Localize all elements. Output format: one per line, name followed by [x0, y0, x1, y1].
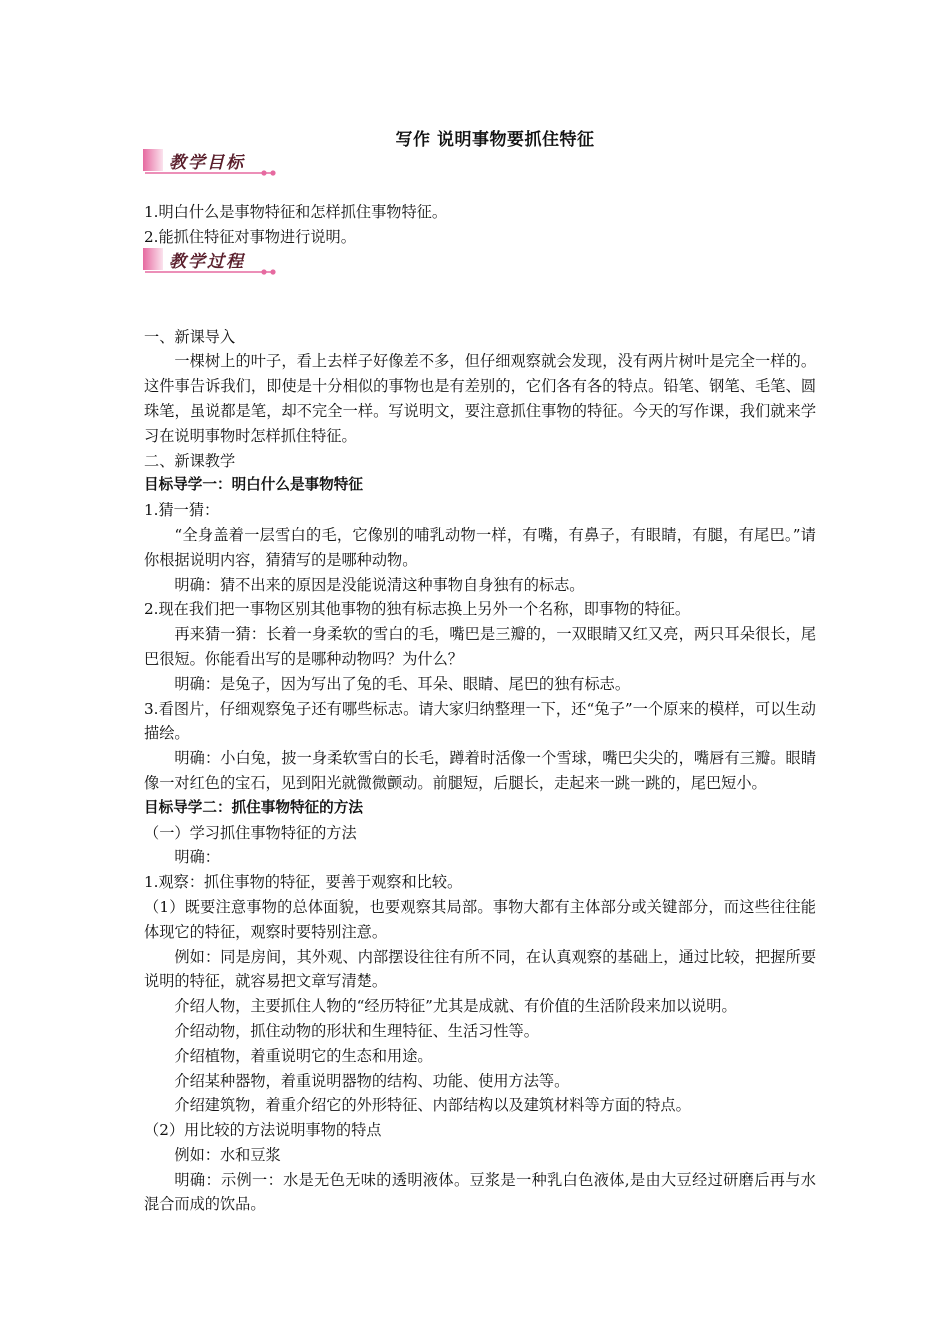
paragraph: “全身盖着一层雪白的毛，它像别的哺乳动物一样，有嘴，有鼻子，有眼睛，有腿，有尾巴。”请你根据说明内容，猜猜写的是哪种动物。: [144, 525, 816, 569]
page-title: 写作 说明事物要抓住特征: [395, 130, 595, 150]
paragraph: 明确：小白兔，披一身柔软雪白的长毛，蹲着时活像一个雪球，嘴巴尖尖的，嘴唇有三瓣。眼睛像一对红色的宝石，见到阳光就微微颤动。前腿短，后腿长，走起来一跳一跳的，尾巴短小。: [144, 749, 816, 792]
paragraph: （一）学习抓住事物特征的方法: [144, 823, 357, 842]
paragraph: （2）用比较的方法说明事物的特点: [144, 1121, 382, 1140]
goal-heading: 目标导学二：抓住事物特征的方法: [144, 798, 363, 816]
paragraph: 介绍动物，抓住动物的形状和生理特征、生活习性等。: [174, 1021, 539, 1040]
goal-item: 1.明白什么是事物特征和怎样抓住事物特征。: [144, 203, 448, 221]
paragraph: 1.观察：抓住事物的特征，要善于观察和比较。: [144, 873, 463, 892]
section-heading: 一、新课导入: [144, 327, 236, 346]
paragraph: 1.猜一猜：: [144, 501, 220, 520]
paragraph: 一棵树上的叶子，看上去样子好像差不多，但仔细观察就会发现，没有两片树叶是完全一样的。这件事告诉我们，即使是十分相似的事物也是有差别的，它们各有各的特点。铅笔、钢笔、毛笔、圆珠笔，虽说都是笔，却不完全一样。写说明文，要注意抓住事物的特征。今天的写作课，我们就来学习在说明事物时怎样抓住特征。: [144, 352, 816, 445]
paragraph: 介绍某种器物，着重说明器物的结构、功能、使用方法等。: [174, 1071, 570, 1090]
paragraph: （1）既要注意事物的总体面貌，也要观察其局部。事物大都有主体部分或关键部分，而这些往往能体现它的特征，观察时要特别注意。: [144, 897, 816, 941]
paragraph: 介绍人物，主要抓住人物的“经历特征”尤其是成就、有价值的生活阶段来加以说明。: [174, 997, 737, 1016]
paragraph: 明确：是兔子，因为写出了兔的毛、耳朵、眼睛、尾巴的独有标志。: [174, 674, 631, 693]
paragraph: 明确：猜不出来的原因是没能说清这种事物自身独有的标志。: [174, 575, 585, 594]
document-body: [144, 200, 816, 1217]
banner-label-process: 教学过程: [169, 252, 245, 272]
goal-item: 2.能抓住特征对事物进行说明。: [144, 227, 356, 246]
paragraph: 介绍建筑物，着重介绍它的外形特征、内部结构以及建筑材料等方面的特点。: [174, 1096, 691, 1115]
goal-heading: 目标导学一：明白什么是事物特征: [144, 476, 363, 494]
paragraph: 明确：示例一：水是无色无味的透明液体。豆浆是一种乳白色液体,是由大豆经过研磨后再与水混合而成的饮品。: [144, 1170, 816, 1214]
paragraph: 再来猜一猜：长着一身柔软的雪白的毛，嘴巴是三瓣的，一双眼睛又红又亮，两只耳朵很长，尾巴很短。你能看出写的是哪种动物吗？为什么？: [144, 625, 816, 668]
section-heading: 二、新课教学: [144, 451, 236, 470]
paragraph: 明确：: [174, 848, 220, 867]
section-banner-goals: [143, 147, 283, 177]
paragraph: 2.现在我们把一事物区别其他事物的独有标志换上另外一个名称，即事物的特征。: [144, 600, 691, 619]
banner-label-goals: 教学目标: [169, 153, 245, 173]
paragraph: 介绍植物，着重说明它的生态和用途。: [174, 1046, 433, 1065]
paragraph: 例如：水和豆浆: [174, 1145, 281, 1164]
paragraph: 例如：同是房间，其外观、内部摆设往往有所不同，在认真观察的基础上，通过比较，把握所要说明的特征，就容易把文章写清楚。: [144, 947, 816, 991]
paragraph: 3.看图片，仔细观察兔子还有哪些标志。请大家归纳整理一下，还“兔子”一个原来的模样，可以生动描绘。: [144, 699, 816, 743]
